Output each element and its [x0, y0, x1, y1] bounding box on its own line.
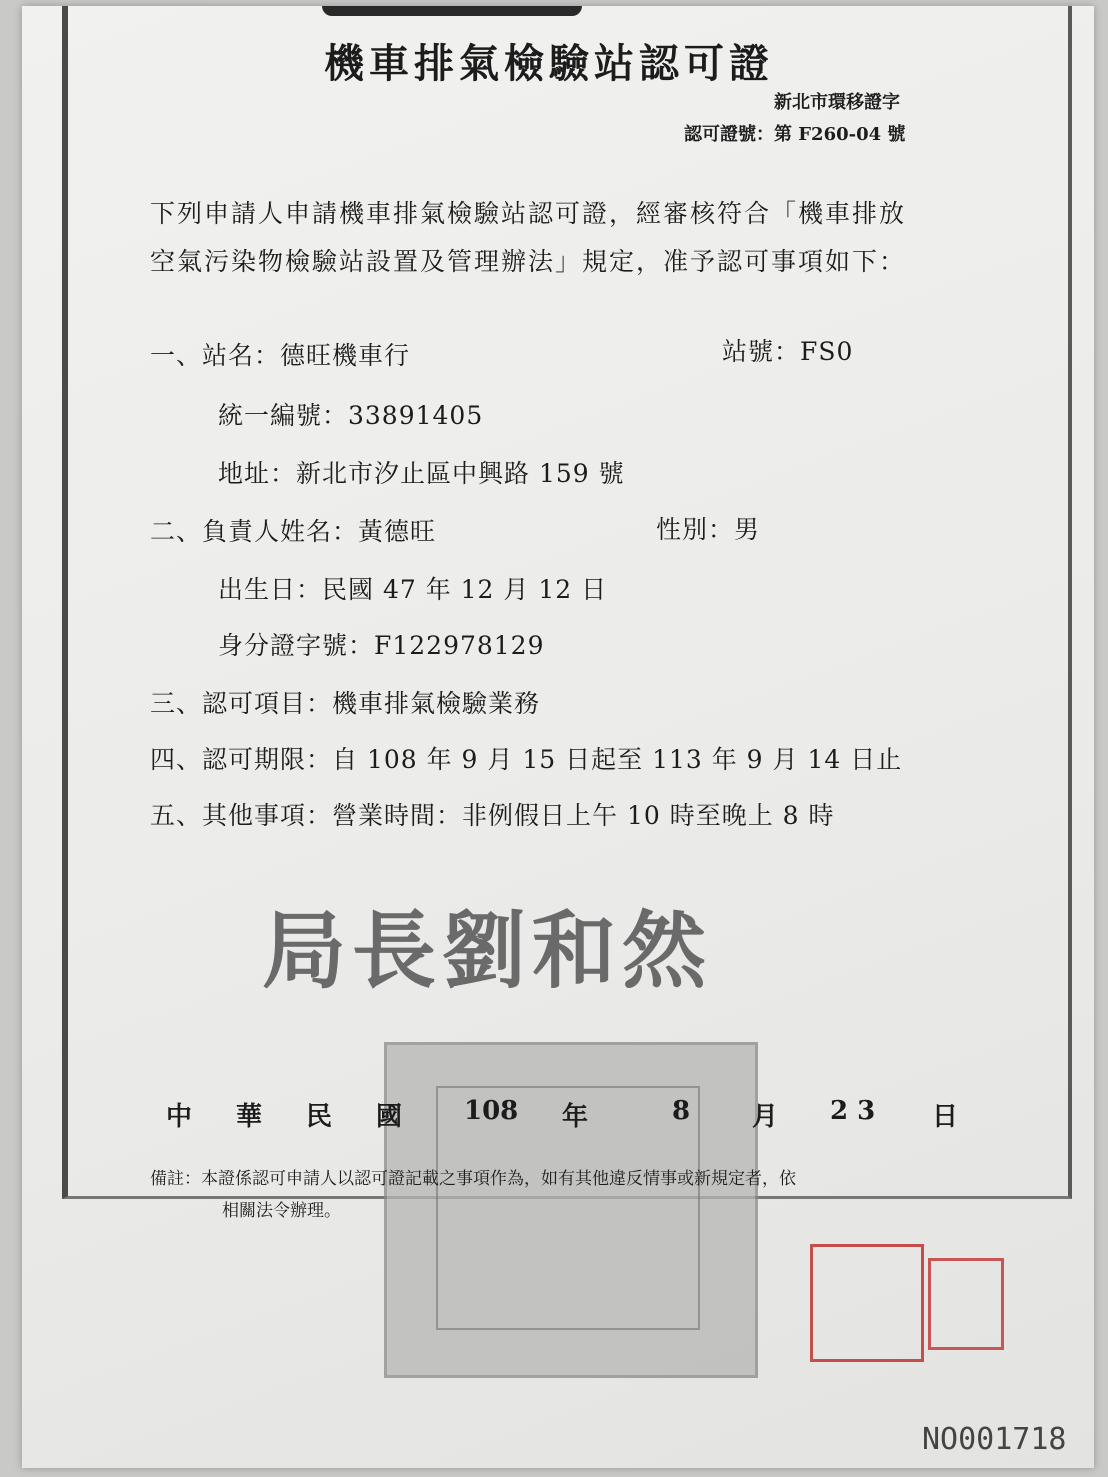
certificate-number: 認可證號：第 F260-04 號: [684, 124, 906, 145]
issuer-code: 新北市環移證字: [774, 92, 900, 113]
red-seal-agency: [810, 1244, 924, 1362]
date-day-unit: 日: [932, 1102, 959, 1132]
id-number: 身分證字號：F122978129: [218, 631, 545, 660]
red-seal-personal: [928, 1258, 1004, 1350]
owner-gender: 性別：男: [656, 515, 761, 544]
validity-period: 四、認可期限：自 108 年 9 月 15 日起至 113 年 9 月 14 日止: [150, 745, 903, 774]
remark-line-1: 備註：本證係認可申請人以認可證記載之事項作為，如有其他違反情事或新規定者，依: [150, 1169, 796, 1189]
date-year: 108: [464, 1096, 519, 1126]
date-month: 8: [672, 1096, 691, 1126]
other-matters: 五、其他事項：營業時間：非例假日上午 10 時至晚上 8 時: [150, 801, 835, 830]
tax-id: 統一編號：33891405: [218, 401, 484, 430]
date-char-4: 國: [376, 1102, 403, 1132]
date-day: 2 3: [830, 1096, 876, 1126]
certificate-title: 機車排氣檢驗站認可證: [324, 40, 774, 87]
address: 地址：新北市汐止區中興路 159 號: [218, 459, 625, 488]
intro-line-2: 空氣污染物檢驗站設置及管理辦法」規定，准予認可事項如下：: [150, 247, 907, 276]
director-signature: 局長劉和然: [262, 901, 713, 1000]
date-month-unit: 月: [752, 1102, 779, 1132]
date-char-1: 中: [166, 1102, 193, 1132]
date-char-3: 民: [306, 1102, 333, 1132]
approval-item: 三、認可項目：機車排氣檢驗業務: [150, 689, 541, 718]
date-year-unit: 年: [562, 1102, 589, 1132]
intro-line-1: 下列申請人申請機車排氣檢驗站認可證，經審核符合「機車排放: [150, 199, 907, 228]
station-name: 一、站名：德旺機車行: [150, 341, 411, 370]
birth-date: 出生日：民國 47 年 12 月 12 日: [218, 575, 608, 604]
date-char-2: 華: [236, 1102, 263, 1132]
remark-line-2: 相關法令辦理。: [222, 1201, 341, 1221]
serial-number: NO001718: [922, 1422, 1067, 1457]
certificate-paper: [22, 6, 1094, 1468]
owner-name: 二、負責人姓名：黃德旺: [150, 517, 437, 546]
station-number: 站號：FS0: [722, 337, 854, 366]
